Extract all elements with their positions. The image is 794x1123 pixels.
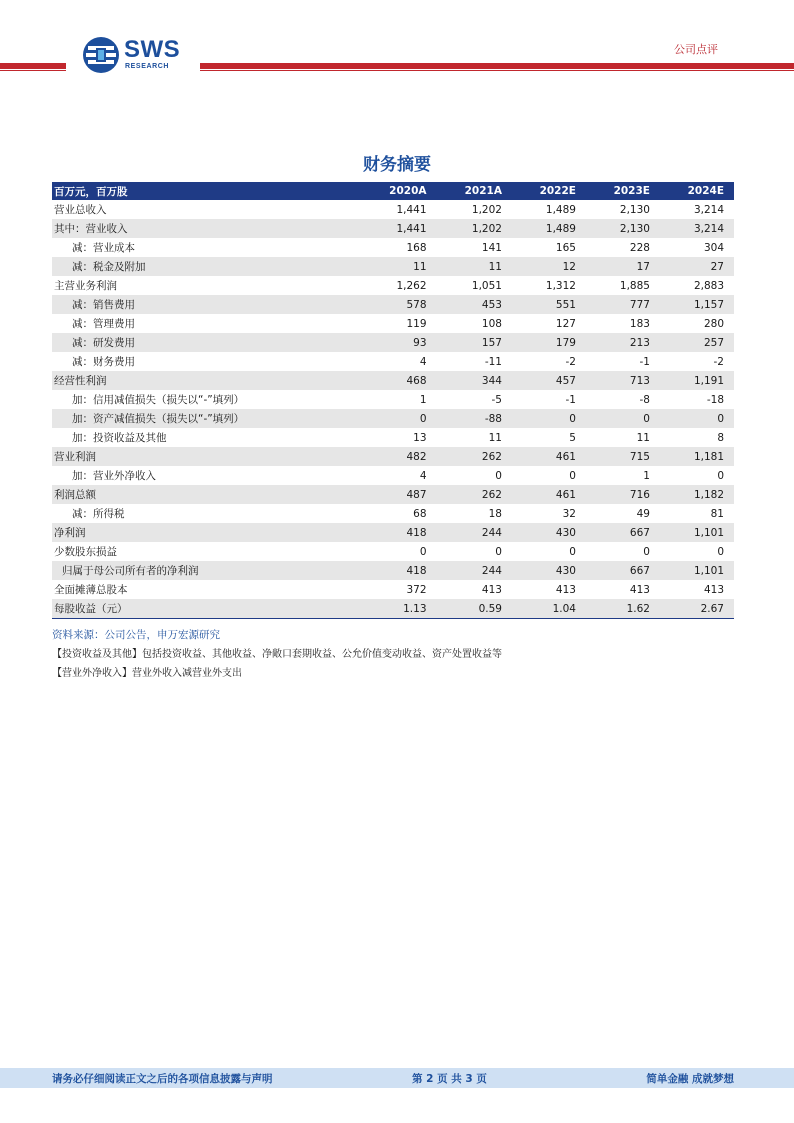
table-row: [52, 219, 734, 238]
row-value: 244: [437, 561, 512, 580]
row-label: 营业利润: [52, 447, 361, 466]
row-value: 280: [703, 317, 724, 330]
row-value: 93: [361, 333, 436, 352]
row-value: 157: [437, 333, 512, 352]
row-value: 119: [406, 317, 427, 330]
header-2023E: 2023E: [586, 182, 660, 200]
row-value: 0: [495, 545, 502, 558]
row-value: 468: [361, 371, 436, 390]
row-value: 3,214: [693, 203, 724, 216]
row-value: 1.04: [512, 599, 586, 619]
row-value: 2,130: [586, 219, 660, 238]
row-value: 4: [419, 355, 427, 368]
logo-text: SWS: [124, 36, 181, 63]
row-value: 213: [586, 333, 660, 352]
row-value: 2,130: [619, 203, 650, 216]
row-value: 27: [660, 257, 734, 276]
financial-summary-table: [52, 182, 734, 619]
row-value: 257: [660, 333, 734, 352]
row-value: 165: [555, 241, 576, 254]
row-value: 127: [555, 317, 576, 330]
table-row: [52, 485, 734, 504]
row-label: 利润总额: [52, 485, 361, 504]
row-value: 1,489: [512, 219, 586, 238]
row-value: 0: [569, 469, 576, 482]
row-value: 1,885: [619, 279, 650, 292]
row-value: 0: [717, 469, 724, 482]
row-value: 0: [569, 545, 576, 558]
row-value: 430: [512, 561, 586, 580]
table-row: [52, 409, 734, 428]
row-label: 营业总收入: [54, 204, 107, 216]
sws-logo-icon: [82, 36, 120, 74]
row-value: 453: [437, 295, 512, 314]
row-value: 49: [636, 507, 650, 520]
row-label: 减：管理费用: [72, 318, 135, 330]
row-label: 加：投资收益及其他: [72, 432, 167, 444]
footer-page-number: 第 2 页 共 3 页: [412, 1073, 487, 1085]
row-value: 1,181: [660, 447, 734, 466]
table-row: [52, 333, 734, 352]
row-value: 413: [555, 583, 576, 596]
sws-logo: [82, 36, 192, 74]
table-row: [52, 428, 734, 447]
row-value: 1,202: [437, 219, 512, 238]
logo-subtext: RESEARCH: [125, 63, 170, 70]
header-2021A: 2021A: [437, 182, 512, 200]
row-value: 716: [586, 485, 660, 504]
row-value: 418: [361, 523, 436, 542]
row-value: 12: [512, 257, 586, 276]
row-value: 0: [643, 545, 650, 558]
row-value: 1,157: [660, 295, 734, 314]
row-value: 262: [437, 485, 512, 504]
row-value: 667: [586, 523, 660, 542]
row-value: 372: [406, 583, 427, 596]
row-value: 1: [643, 469, 650, 482]
row-value: 1,262: [396, 279, 427, 292]
footer-bar: [0, 1068, 794, 1088]
row-value: 262: [437, 447, 512, 466]
row-label: 其中：营业收入: [52, 219, 361, 238]
table-row: [52, 200, 734, 219]
header-2020A: 2020A: [361, 182, 436, 200]
row-label: 减：财务费用: [72, 356, 135, 368]
row-value: 1,202: [471, 203, 502, 216]
row-value: -11: [484, 355, 502, 368]
row-value: 1,441: [361, 219, 436, 238]
row-value: 11: [488, 431, 502, 444]
row-value: 1,489: [545, 203, 576, 216]
table-row: [52, 523, 734, 542]
row-label: 减：研发费用: [52, 333, 361, 352]
row-value: 1,051: [471, 279, 502, 292]
table-row: [52, 238, 734, 257]
row-value: 457: [512, 371, 586, 390]
table-row: [52, 599, 734, 619]
row-value: 1,182: [660, 485, 734, 504]
row-value: 1,101: [660, 523, 734, 542]
row-value: -5: [491, 393, 502, 406]
row-label: 加：资产减值损失（损失以“-”填列）: [52, 409, 361, 428]
row-value: 1,441: [396, 203, 427, 216]
row-label: 减：税金及附加: [52, 257, 361, 276]
row-value: 5: [569, 431, 576, 444]
table-row: [52, 447, 734, 466]
page-title: 财务摘要: [363, 155, 431, 175]
row-value: 2.67: [660, 599, 734, 619]
row-value: 1,191: [660, 371, 734, 390]
header-units: 百万元，百万股: [52, 182, 361, 200]
row-label: 少数股东损益: [54, 546, 117, 558]
notes: [52, 626, 502, 683]
row-value: 2,883: [693, 279, 724, 292]
row-label: 归属于母公司所有者的净利润: [52, 561, 361, 580]
row-value: 3,214: [660, 219, 734, 238]
row-value: -1: [565, 393, 576, 406]
row-value: 179: [512, 333, 586, 352]
row-value: 0.59: [437, 599, 512, 619]
row-value: 413: [629, 583, 650, 596]
row-value: 183: [629, 317, 650, 330]
row-label: 全面摊薄总股本: [54, 584, 128, 596]
row-value: 228: [629, 241, 650, 254]
row-value: 0: [660, 409, 734, 428]
header-rule-left-thin: [0, 70, 66, 71]
footer-disclaimer: 请务必仔细阅读正文之后的各项信息披露与声明: [52, 1073, 273, 1085]
row-value: 344: [437, 371, 512, 390]
document-type: 公司点评: [674, 43, 718, 56]
table-row: [52, 466, 734, 485]
row-value: 713: [586, 371, 660, 390]
row-label: 加：信用减值损失（损失以“-”填列）: [72, 394, 245, 406]
table-row: [52, 390, 734, 409]
row-value: 8: [717, 431, 724, 444]
row-label: 减：所得税: [72, 508, 125, 520]
row-value: 17: [586, 257, 660, 276]
header-rule-right: [200, 63, 794, 69]
row-value: 68: [413, 507, 427, 520]
table-row: [52, 257, 734, 276]
row-value: 418: [361, 561, 436, 580]
note-investment-income: 【投资收益及其他】包括投资收益、其他收益、净敞口套期收益、公允价值变动收益、资产处置收益等: [52, 649, 502, 660]
row-value: 11: [636, 431, 650, 444]
row-value: 1,101: [660, 561, 734, 580]
source-note: 资料来源：公司公告，申万宏源研究: [52, 629, 220, 641]
table-row: [52, 561, 734, 580]
row-value: 304: [703, 241, 724, 254]
row-value: 777: [586, 295, 660, 314]
row-value: 0: [717, 545, 724, 558]
footer-slogan: 简单金融 成就梦想: [646, 1073, 734, 1085]
table-row: [52, 276, 734, 295]
table-row: [52, 314, 734, 333]
row-value: 0: [419, 545, 427, 558]
table-row: [52, 542, 734, 561]
row-value: -2: [565, 355, 576, 368]
row-label: 经营性利润: [52, 371, 361, 390]
row-value: 168: [406, 241, 427, 254]
row-value: 141: [481, 241, 502, 254]
row-value: 578: [361, 295, 436, 314]
row-value: 461: [512, 485, 586, 504]
row-value: 0: [586, 409, 660, 428]
header-rule-left: [0, 63, 66, 69]
row-label: 主营业务利润: [54, 280, 117, 292]
row-value: 0: [361, 409, 436, 428]
row-value: 1.62: [586, 599, 660, 619]
row-value: 413: [703, 583, 724, 596]
table-row: [52, 295, 734, 314]
row-value: 667: [586, 561, 660, 580]
row-value: 18: [488, 507, 502, 520]
row-value: 461: [512, 447, 586, 466]
row-value: 1.13: [361, 599, 436, 619]
row-label: 减：销售费用: [52, 295, 361, 314]
row-value: 1: [419, 393, 427, 406]
table-row: [52, 504, 734, 523]
row-value: -2: [713, 355, 724, 368]
row-value: -1: [639, 355, 650, 368]
row-value: 487: [361, 485, 436, 504]
row-label: 加：营业外净收入: [72, 470, 156, 482]
row-value: 244: [437, 523, 512, 542]
row-value: 81: [710, 507, 724, 520]
header-2022E: 2022E: [512, 182, 586, 200]
row-value: 108: [481, 317, 502, 330]
row-label: 每股收益（元）: [52, 599, 361, 619]
row-value: 430: [512, 523, 586, 542]
row-value: -8: [639, 393, 650, 406]
header-rule-right-thin: [200, 70, 794, 71]
row-label: 净利润: [52, 523, 361, 542]
header-2024E: 2024E: [660, 182, 734, 200]
table-row: [52, 352, 734, 371]
row-value: 482: [361, 447, 436, 466]
table-header-row: [52, 182, 734, 200]
row-value: -18: [706, 393, 724, 406]
row-value: 13: [413, 431, 427, 444]
row-value: 32: [562, 507, 576, 520]
row-value: 1,312: [545, 279, 576, 292]
row-value: 0: [495, 469, 502, 482]
row-value: -88: [437, 409, 512, 428]
row-value: 715: [586, 447, 660, 466]
table-row: [52, 580, 734, 599]
row-value: 551: [512, 295, 586, 314]
row-value: 413: [481, 583, 502, 596]
row-value: 4: [419, 469, 427, 482]
row-value: 11: [437, 257, 512, 276]
note-non-operating-income: 【营业外净收入】营业外收入减营业外支出: [52, 668, 242, 679]
row-value: 0: [512, 409, 586, 428]
row-label: 减：营业成本: [72, 242, 135, 254]
row-value: 11: [361, 257, 436, 276]
table-row: [52, 371, 734, 390]
